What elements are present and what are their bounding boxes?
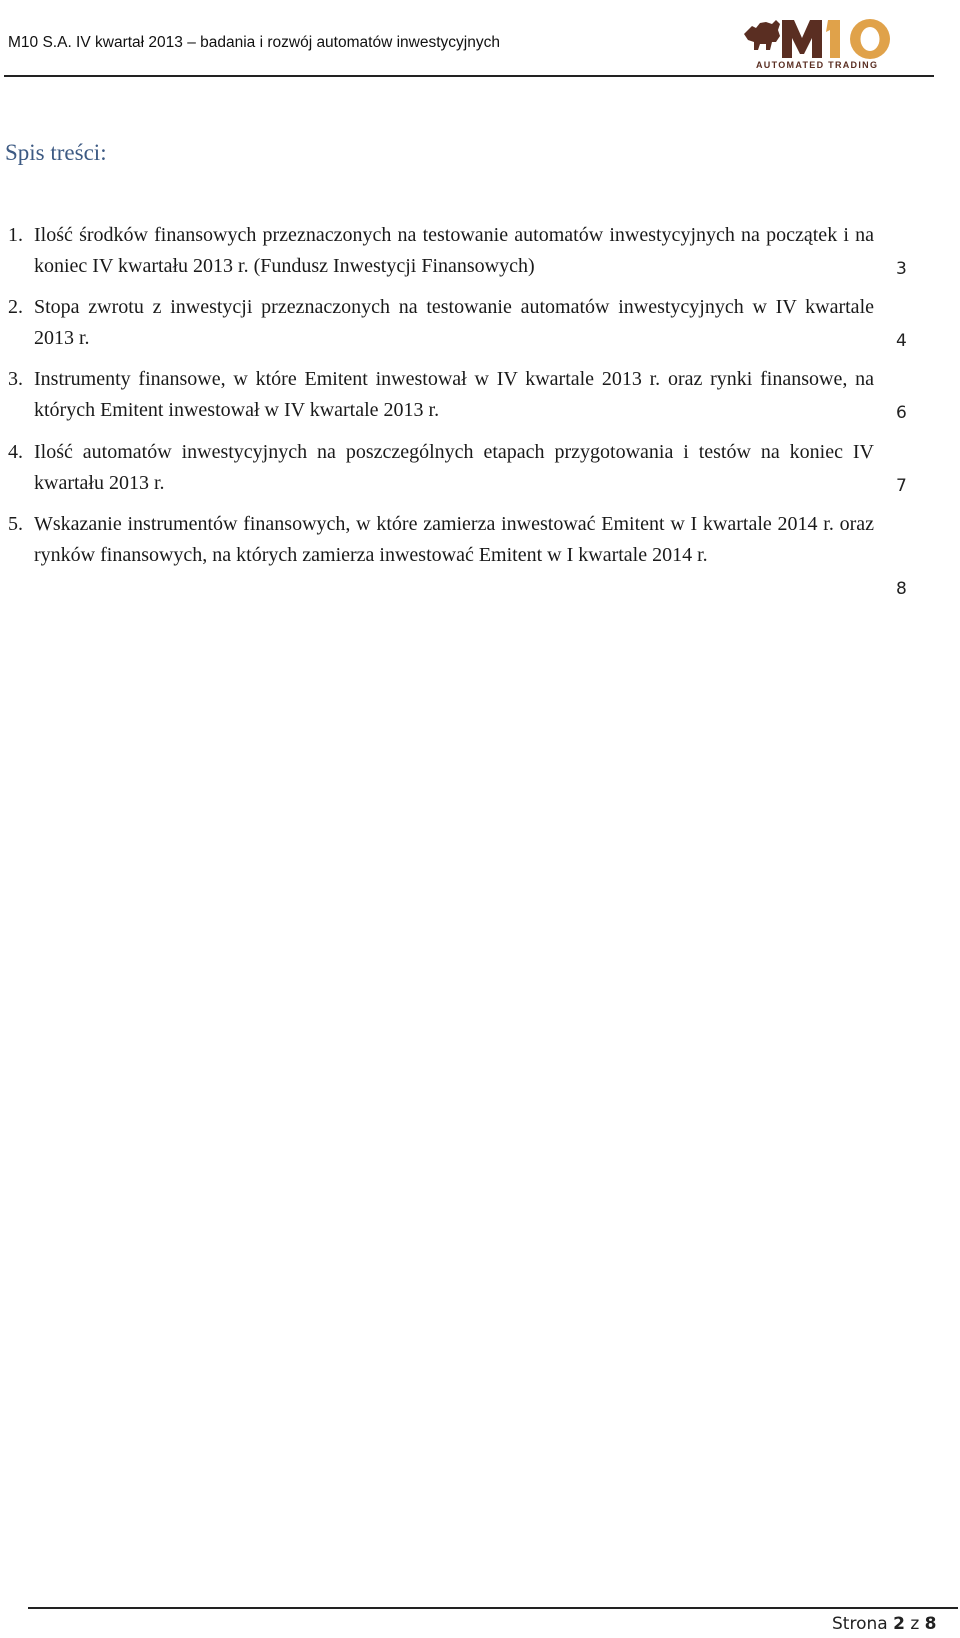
toc-entry-4[interactable] [8,437,908,498]
toc-entry-1[interactable] [8,220,908,281]
toc-entry-number: 1. [8,224,23,246]
logo-lettering [782,19,890,59]
bull-icon [744,20,780,50]
toc-entry-text: Stopa zwrotu z inwestycji przeznaczonych na testowanie automatów inwestycyjnych w IV kwartale 2013 r. [34,296,874,349]
page-header [0,0,960,78]
toc-entry-page: 6 [896,402,907,423]
m10-logo [742,8,912,70]
toc-entry-text: Ilość środków finansowych przeznaczonych na testowanie automatów inwestycyjnych na początek i na koniec IV kwartału 2013 r. (Fundusz Inwestycji Finansowych) [34,224,874,277]
page-number-current: 2 [893,1614,905,1634]
toc-entry-number: 3. [8,368,23,390]
page-number-sep: z [910,1614,920,1634]
footer-divider [28,1607,958,1609]
toc-entry-page: 8 [896,578,907,599]
toc-entry-text: Instrumenty finansowe, w które Emitent inwestował w IV kwartale 2013 r. oraz rynki finansowe, na których Emitent inwestował w IV kwartale 2013 r. [34,368,874,421]
header-title: M10 S.A. IV kwartał 2013 – badania i rozwój automatów inwestycyjnych [8,34,500,51]
toc-heading: Spis treści: [5,140,107,165]
toc-entry-text: Ilość automatów inwestycyjnych na poszczególnych etapach przygotowania i testów na koniec IV kwartału 2013 r. [34,441,874,494]
toc-entry-text: Wskazanie instrumentów finansowych, w które zamierza inwestować Emitent w I kwartale 2014 r. oraz rynków finansowych, na których zamierza inwestować Emitent w I kwartale 2014 r. [34,513,874,566]
toc-entry-page: 4 [896,330,907,351]
page-number-label: Strona [832,1614,888,1634]
toc-entry-number: 4. [8,441,23,463]
toc-entry-2[interactable] [8,292,908,353]
toc-entry-3[interactable] [8,364,908,425]
page-number-total: 8 [924,1614,937,1634]
toc-entry-5[interactable] [8,509,908,601]
logo-subtext: AUTOMATED TRADING [756,60,879,70]
toc-entry-number: 2. [8,296,23,318]
page-number [832,1614,937,1634]
header-divider [4,75,934,77]
toc-entry-page: 7 [896,475,907,496]
toc-entry-number: 5. [8,513,23,535]
toc-entry-page: 3 [896,258,907,279]
